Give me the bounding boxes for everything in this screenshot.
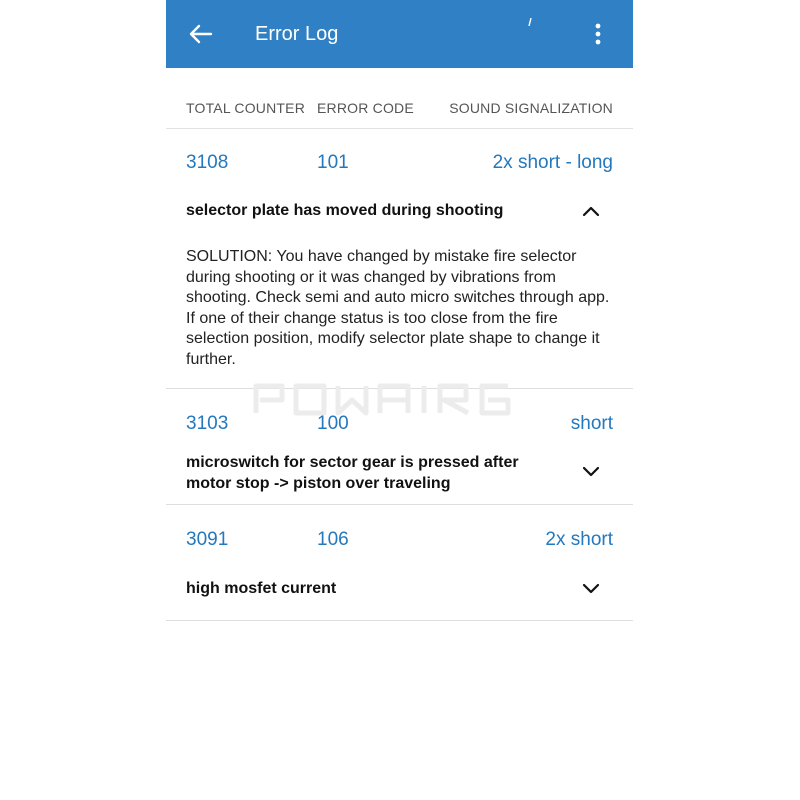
error-entry[interactable] — [166, 129, 633, 389]
entry-sound: short — [570, 413, 613, 434]
entry-description: selector plate has moved during shooting — [186, 202, 504, 219]
page-title: Error Log — [255, 23, 339, 45]
header-total-counter: TOTAL COUNTER — [186, 100, 306, 116]
expand-button[interactable] — [579, 459, 603, 483]
entry-solution: SOLUTION: You have changed by mistake fire selector during shooting or it was changed by vibrations from shooting. Check semi and auto micro switches through app. If one of their change status is too close from the fire selection position, modify selector plate shape to change it further. — [186, 248, 610, 368]
entry-counter: 3103 — [186, 413, 229, 434]
entry-sound: 2x short - long — [492, 152, 613, 173]
arrow-left-icon — [186, 20, 214, 48]
chevron-down-icon — [582, 582, 600, 594]
table-header — [166, 68, 633, 129]
overflow-menu-button[interactable] — [584, 18, 612, 50]
collapse-button[interactable] — [579, 199, 603, 223]
entry-description: high mosfet current — [186, 580, 337, 597]
header-error-code: ERROR CODE — [317, 100, 414, 116]
error-entry[interactable] — [166, 505, 633, 621]
entry-counter: 3091 — [186, 529, 229, 550]
error-entry[interactable] — [166, 389, 633, 505]
header-sound-signalization: SOUND SIGNALIZATION — [449, 100, 613, 116]
app-bar — [166, 0, 633, 68]
entry-error-code: 100 — [317, 413, 349, 434]
entry-sound: 2x short — [545, 529, 613, 550]
entry-description: microswitch for sector gear is pressed after motor stop -> piston over traveling — [186, 454, 519, 492]
entry-counter: 3108 — [186, 152, 229, 173]
chevron-up-icon — [582, 205, 600, 217]
phone-screen — [166, 0, 633, 800]
expand-button[interactable] — [579, 576, 603, 600]
chevron-down-icon — [582, 465, 600, 477]
status-tick-icon — [528, 18, 532, 26]
back-button[interactable] — [184, 18, 216, 50]
entry-error-code: 101 — [317, 152, 349, 173]
entry-error-code: 106 — [317, 529, 349, 550]
more-vertical-icon — [594, 22, 602, 46]
